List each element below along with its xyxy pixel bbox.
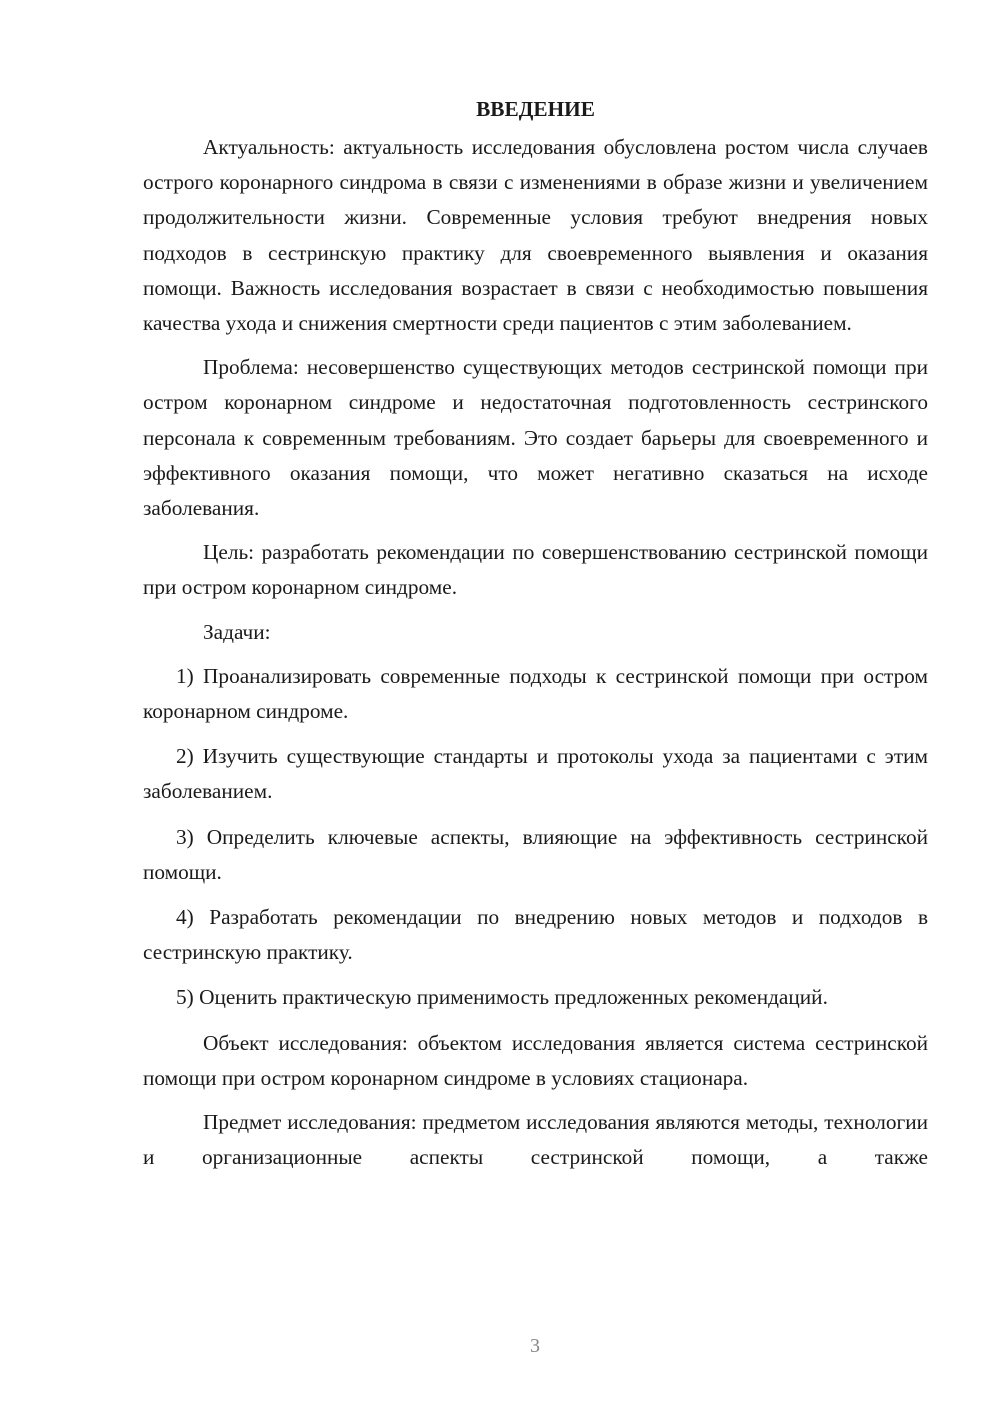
tasks-label: Задачи: <box>203 619 271 644</box>
task-item-5: 5) Оценить практическую применимость предложенных рекомендаций. <box>176 985 828 1010</box>
paragraph-goal: Цель: разработать рекомендации по совершенствованию сестринской помощи при остром коронарном синдроме. <box>143 540 928 600</box>
page-number: 3 <box>530 1335 540 1357</box>
paragraph-subject: Предмет исследования: предметом исследования являются методы, технологии и организационные аспекты сестринской помощи, а также <box>143 1110 928 1170</box>
section-heading: ВВЕДЕНИЕ <box>476 97 595 121</box>
task-item-2: 2) Изучить существующие стандарты и протоколы ухода за пациентами с этим заболеванием. <box>143 744 928 804</box>
task-item-4: 4) Разработать рекомендации по внедрению новых методов и подходов в сестринскую практику. <box>143 905 928 965</box>
paragraph-problem: Проблема: несовершенство существующих методов сестринской помощи при остром коронарном синдроме и недостаточная подготовленность сестринского персонала к современным требованиям. Это создает барьеры для своевременного и эффективного оказания помощи, что может негативно сказаться на исходе заболевания. <box>143 355 928 521</box>
paragraph-object: Объект исследования: объектом исследования является система сестринской помощи при остром коронарном синдроме в условиях стационара. <box>143 1030 928 1090</box>
paragraph-relevance: Актуальность: актуальность исследования обусловлена ростом числа случаев острого коронарного синдрома в связи с изменениями в образе жизни и увеличением продолжительности жизни. Современные условия требуют внедрения новых подходов в сестринскую практику для своевременного выявления и оказания помощи. Важность исследования возрастает в связи с необходимостью повышения качества ухода и снижения смертности среди пациентов с этим заболеванием. <box>143 135 928 336</box>
document-page <box>143 92 928 1184</box>
task-item-1: 1) Проанализировать современные подходы к сестринской помощи при остром коронарном синдроме. <box>143 663 928 724</box>
task-item-3: 3) Определить ключевые аспекты, влияющие на эффективность сестринской помощи. <box>143 824 928 884</box>
